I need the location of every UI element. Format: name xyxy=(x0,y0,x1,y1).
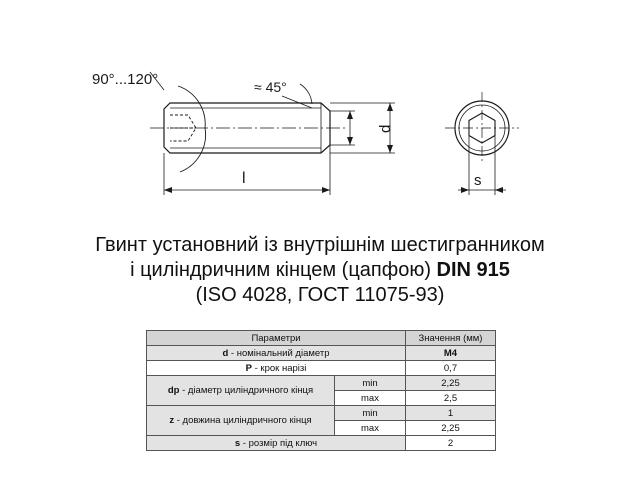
chamfer-leader xyxy=(282,96,312,108)
z-min-value: 1 xyxy=(406,406,496,421)
technical-drawing xyxy=(0,0,640,230)
z-max-label: max xyxy=(335,421,406,436)
chamfer-label: ≈ 45° xyxy=(254,79,287,95)
z-min-label: min xyxy=(335,406,406,421)
table-row xyxy=(147,436,496,451)
dp-max-value: 2,5 xyxy=(406,391,496,406)
title-line-2 xyxy=(0,258,640,282)
parameters-table xyxy=(146,330,496,451)
diameter-label: d xyxy=(377,124,394,133)
param-s: s - розмір під ключ xyxy=(147,436,406,451)
title-line-2-text: і циліндричним кінцем (цапфою) xyxy=(130,259,431,281)
angle-label: 90°...120° xyxy=(92,71,159,88)
value-d: M4 xyxy=(406,346,496,361)
table-row xyxy=(147,406,496,421)
length-label: l xyxy=(242,170,246,187)
dp-min-label: min xyxy=(335,376,406,391)
value-p: 0,7 xyxy=(406,361,496,376)
param-z: z - довжина циліндричного кінця xyxy=(147,406,335,436)
title-standard: DIN 915 xyxy=(436,259,510,281)
table-header-row xyxy=(147,331,496,346)
z-max-value: 2,25 xyxy=(406,421,496,436)
dp-min-value: 2,25 xyxy=(406,376,496,391)
key-size-label: s xyxy=(474,172,482,189)
dp-max-label: max xyxy=(335,391,406,406)
header-values: Значення (мм) xyxy=(406,331,496,346)
table-row xyxy=(147,346,496,361)
header-params: Параметри xyxy=(147,331,406,346)
title-line-3: (ISO 4028, ГОСТ 11075-93) xyxy=(195,284,445,306)
table-row xyxy=(147,361,496,376)
param-p: P - крок нарізі xyxy=(147,361,406,376)
table-row xyxy=(147,376,496,391)
value-s: 2 xyxy=(406,436,496,451)
param-d: d - номінальний діаметр xyxy=(147,346,406,361)
param-dp: dp - діаметр циліндричного кінця xyxy=(147,376,335,406)
title-line-1: Гвинт установний із внутрішнім шестигранником xyxy=(95,234,545,256)
